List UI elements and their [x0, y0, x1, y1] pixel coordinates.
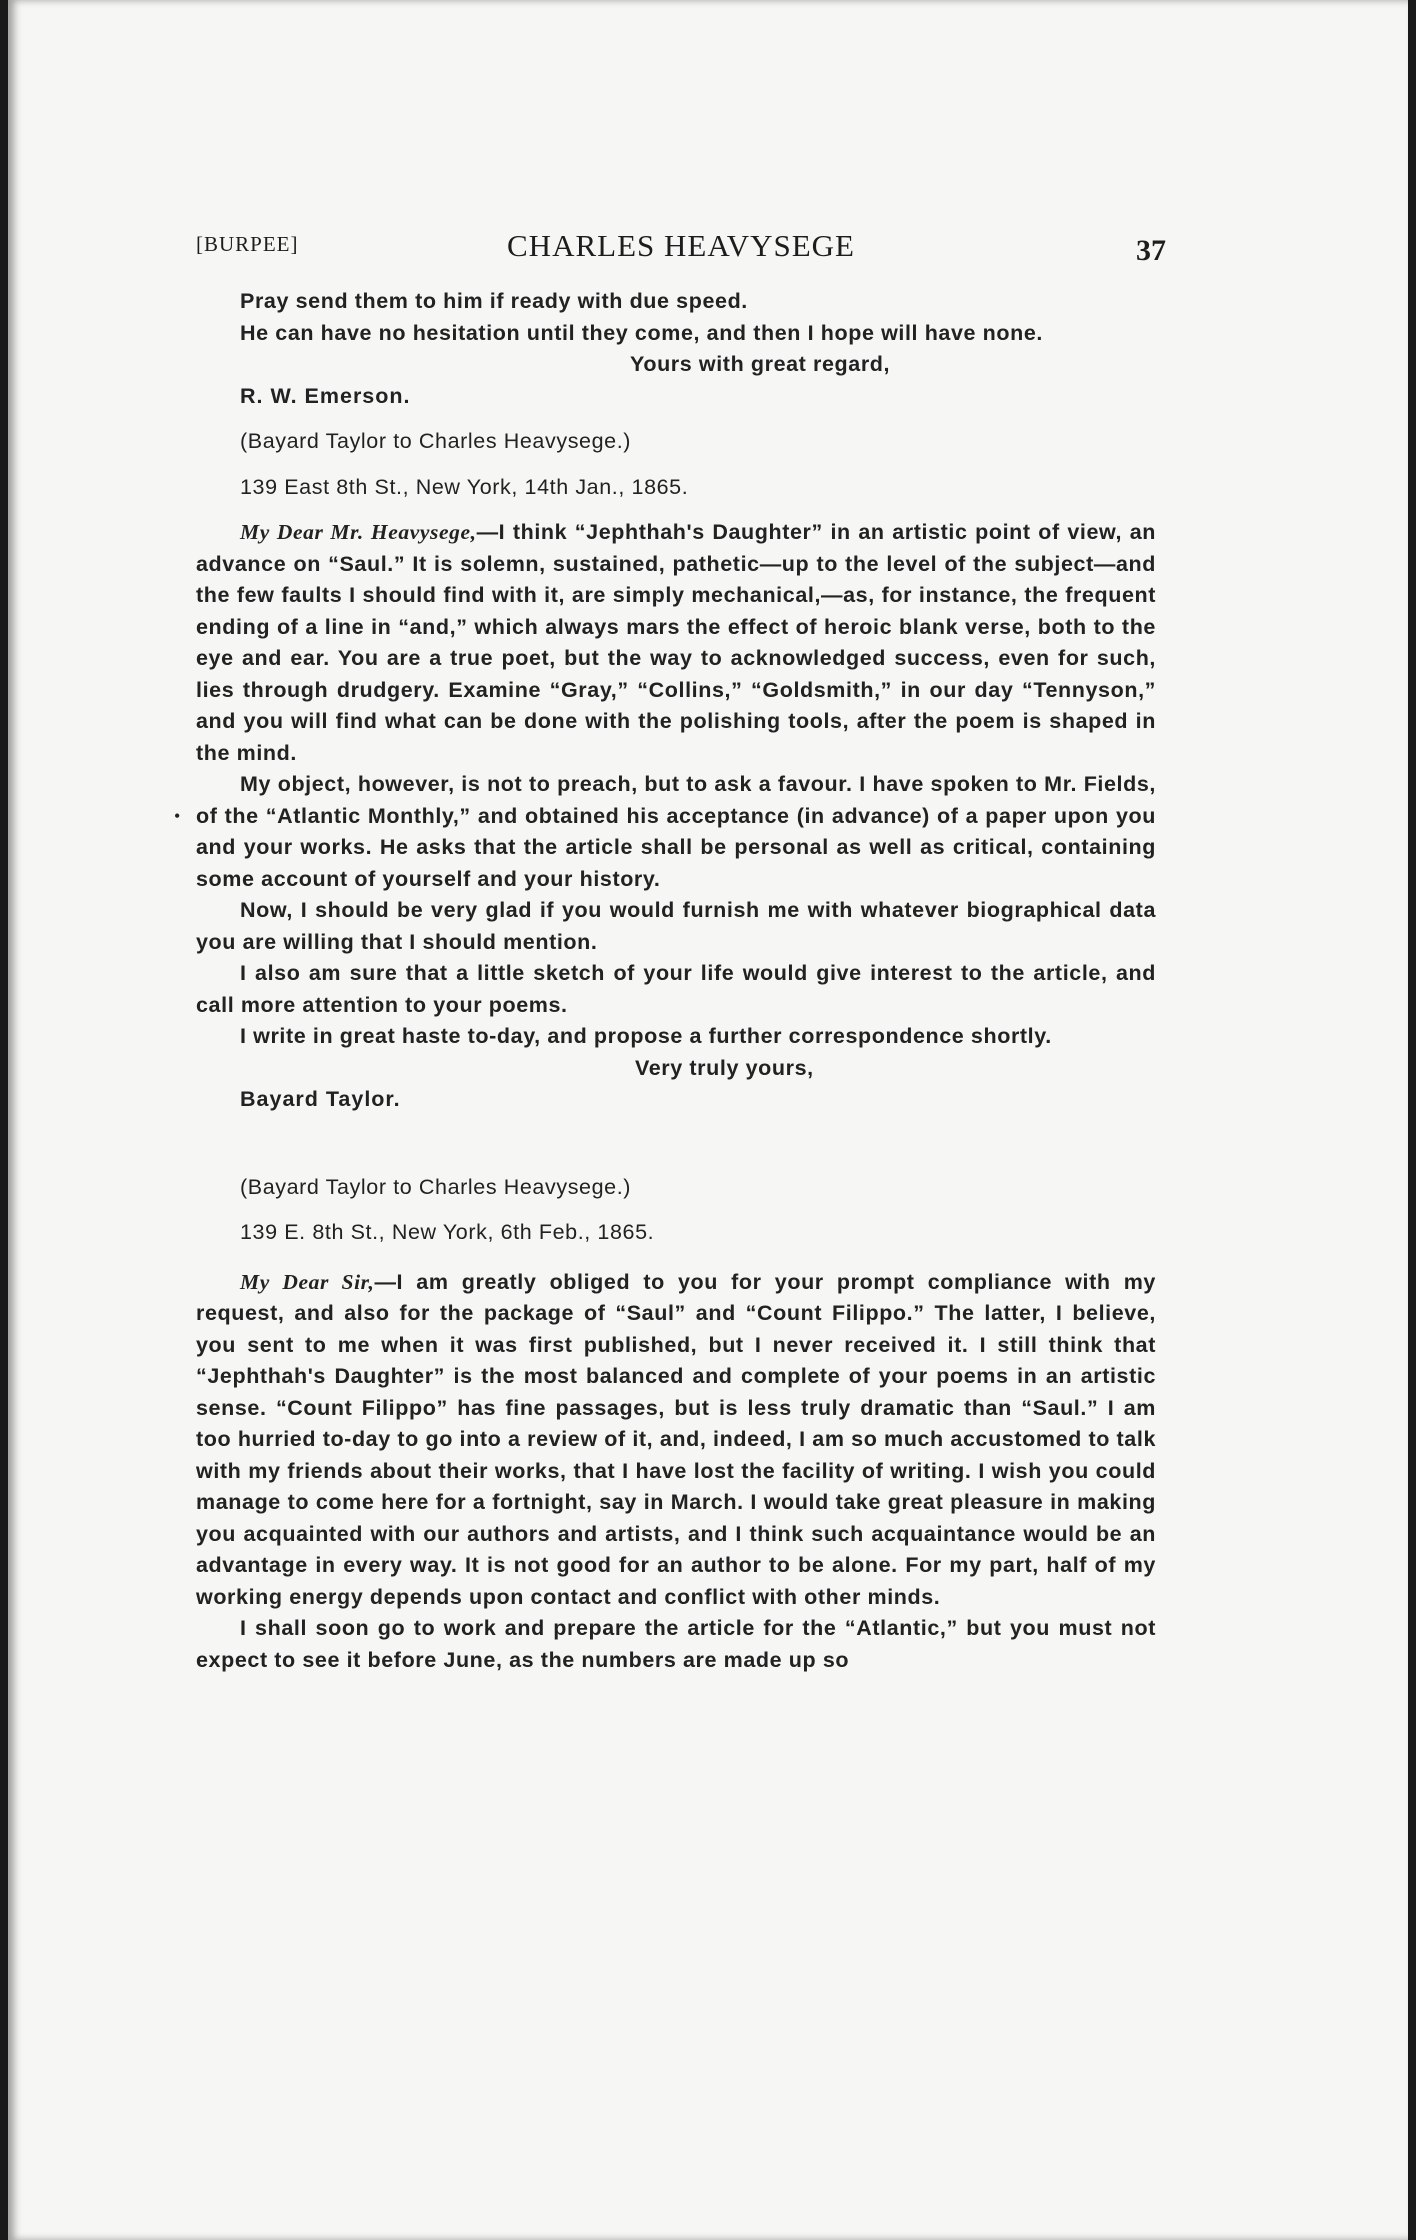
emerson-closing: Yours with great regard,	[630, 352, 891, 376]
running-header	[196, 228, 1166, 268]
letter1-heading: (Bayard Taylor to Charles Heavysege.)	[240, 429, 632, 453]
header-title: CHARLES HEAVYSEGE	[507, 228, 855, 263]
page-number: 37	[1136, 234, 1166, 267]
letter1-paragraph: Now, I should be very glad if you would furnish me with whatever biographical data you are willing that I should mention.	[196, 898, 1156, 954]
letter2-p1-text: —I am greatly obliged to you for your prompt compliance with my request, and also for the package of “Saul” and “Count Filippo.” The latter, I believe, you sent to me when it was first published, but I never received it. I still think that “Jephthah's Daughter” is the most balanced and complete of your poems in an artistic sense. “Count Filippo” has fine passages, but is less truly dramatic than “Saul.” I am too hurried to-day to go into a review of it, and, indeed, I am so much accustomed to talk with my friends about their works, that I have lost the facility of writing. I wish you could manage to come here for a fortnight, say in March. I would take great pleasure in making you acquainted with our authors and artists, and I think such acquaintance would be an advantage in every way. It is not good for an author to be alone. For my part, half of my working energy depends upon contact and conflict with other minds.	[196, 1269, 1156, 1609]
letter1-paragraph: I also am sure that a little sketch of your life would give interest to the article, and call more attention to your poems.	[196, 961, 1156, 1017]
emerson-signature: R. W. Emerson.	[240, 383, 411, 408]
margin-dot: •	[174, 806, 181, 826]
letter1-paragraph: My object, however, is not to preach, but to ask a favour. I have spoken to Mr. Fields, of the “Atlantic Monthly,” and obtained his acceptance (in advance) of a paper upon you and your works. He asks that the article shall be personal as well as critical, containing some account of yourself and your history.	[196, 772, 1156, 891]
emerson-paragraph: Pray send them to him if ready with due speed.	[240, 289, 748, 313]
letter1-closing: Very truly yours,	[635, 1055, 814, 1080]
letter2-dateline: 139 E. 8th St., New York, 6th Feb., 1865.	[240, 1220, 655, 1244]
letter2-heading: (Bayard Taylor to Charles Heavysege.)	[240, 1174, 632, 1199]
letter1-signature: Bayard Taylor.	[240, 1087, 401, 1111]
letter1-paragraph	[196, 517, 1156, 769]
letter2-paragraph: I shall soon go to work and prepare the article for the “Atlantic,” but you must not expect to see it before June, as the numbers are made up so	[196, 1616, 1156, 1672]
page-body	[196, 286, 1156, 1676]
letter1-salutation: My Dear Mr. Heavysege,	[240, 520, 477, 544]
header-author-tag: [BURPEE]	[196, 232, 299, 256]
emerson-paragraph: He can have no hesitation until they come, and then I hope will have none.	[240, 320, 1043, 345]
book-page	[8, 0, 1408, 2240]
letter1-dateline: 139 East 8th St., New York, 14th Jan., 1865.	[240, 474, 689, 499]
letter2-salutation: My Dear Sir,	[240, 1269, 375, 1294]
letter1-paragraph: I write in great haste to-day, and propose a further correspondence shortly.	[240, 1024, 1052, 1048]
letter2-paragraph	[196, 1267, 1156, 1614]
letter1-p1-text: —I think “Jephthah's Daughter” in an artistic point of view, an advance on “Saul.” It is solemn, sustained, pathetic—up to the level of the subject—and the few faults I should find with it, are simply mechanical,—as, for instance, the frequent ending of a line in “and,” which always mars the effect of heroic blank verse, both to the eye and ear. You are a true poet, but the way to acknowledged success, even for such, lies through drudgery. Examine “Gray,” “Collins,” “Goldsmith,” in our day “Tennyson,” and you will find what can be done with the polishing tools, after the poem is shaped in the mind.	[196, 520, 1156, 765]
